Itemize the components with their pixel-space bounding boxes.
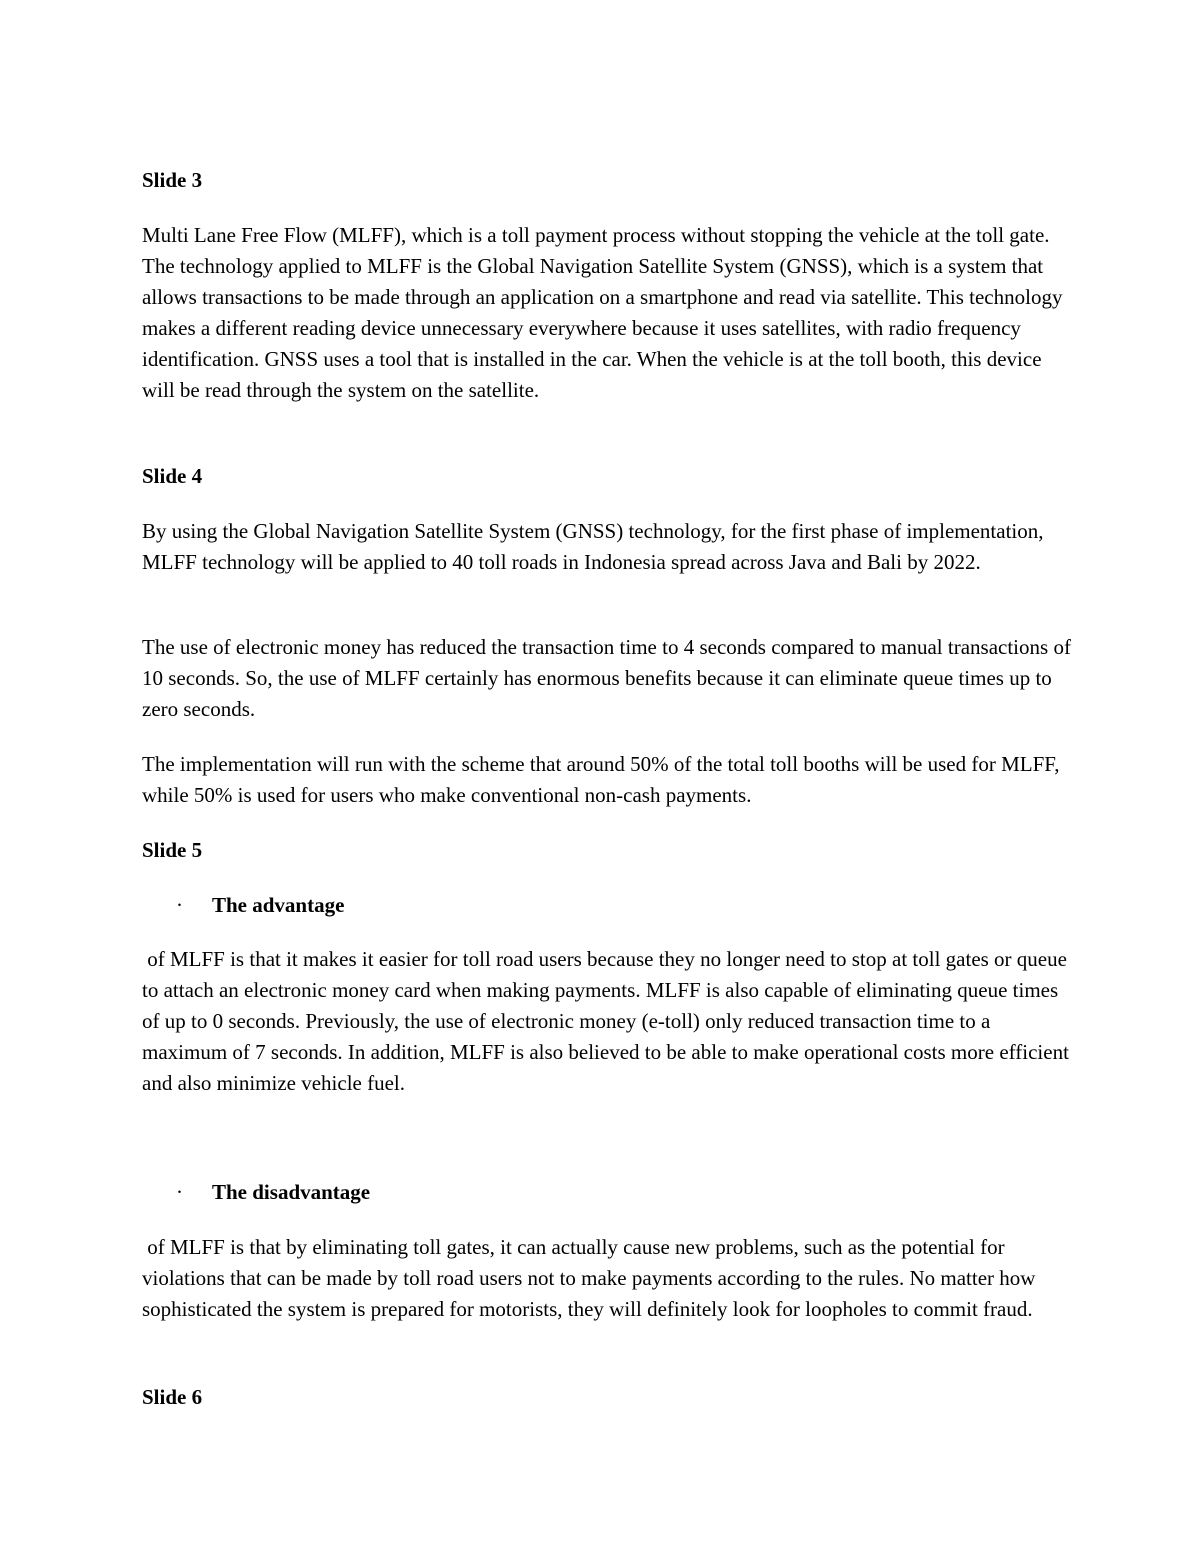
disadvantage-label: The disadvantage [212,1180,371,1204]
disadvantage-paragraph: of MLFF is that by eliminating toll gates, it can actually cause new problems, such as the potential for violations that can be made by toll road users not to make payments according to the rules. No matter how sophisticated the system is prepared for motorists, they will definitely look for loopholes to commit fraud. [142,1235,1041,1321]
slide-3-paragraph: Multi Lane Free Flow (MLFF), which is a toll payment process without stopping the vehicle at the toll gate. The technology applied to MLFF is the Global Navigation Satellite System (GNSS), which is a system that allows transactions to be made through an application on a smartphone and read via satellite. This technology makes a different reading device unnecessary everywhere because it uses satellites, with radio frequency identification. GNSS uses a tool that is installed in the car. When the vehicle is at the toll booth, this device will be read through the system on the satellite. [142,223,1063,402]
slide-5-heading: Slide 5 [142,838,203,862]
advantage-bullet [142,890,1042,921]
slide-6-heading: Slide 6 [142,1385,203,1409]
advantage-paragraph: of MLFF is that it makes it easier for toll road users because they no longer need to stop at toll gates or queue to attach an electronic money card when making payments. MLFF is also capable of eliminating queue times of up to 0 seconds. Previously, the use of electronic money (e-toll) only reduced transaction time to a maximum of 7 seconds. In addition, MLFF is also believed to be able to make operational costs more efficient and also minimize vehicle fuel. [142,947,1075,1095]
slide-4-paragraph-3: The implementation will run with the scheme that around 50% of the total toll booths will be used for MLFF, while 50% is used for users who make conventional non-cash payments. [142,752,1060,807]
bullet-dot-icon: · [176,893,183,917]
bullet-dot-icon: · [176,1180,183,1204]
slide-4-heading: Slide 4 [142,464,203,488]
slide-4-paragraph-2: The use of electronic money has reduced the transaction time to 4 seconds compared to manual transactions of 10 seconds. So, the use of MLFF certainly has enormous benefits because it can eliminate queue times up to zero seconds. [142,635,1071,721]
slide-3-heading: Slide 3 [142,168,203,192]
slide-4-paragraph-1: By using the Global Navigation Satellite System (GNSS) technology, for the first phase of implementation, MLFF technology will be applied to 40 toll roads in Indonesia spread across Java and Bali by 2022. [142,519,1044,574]
advantage-label: The advantage [212,893,345,917]
disadvantage-bullet [142,1177,1042,1208]
